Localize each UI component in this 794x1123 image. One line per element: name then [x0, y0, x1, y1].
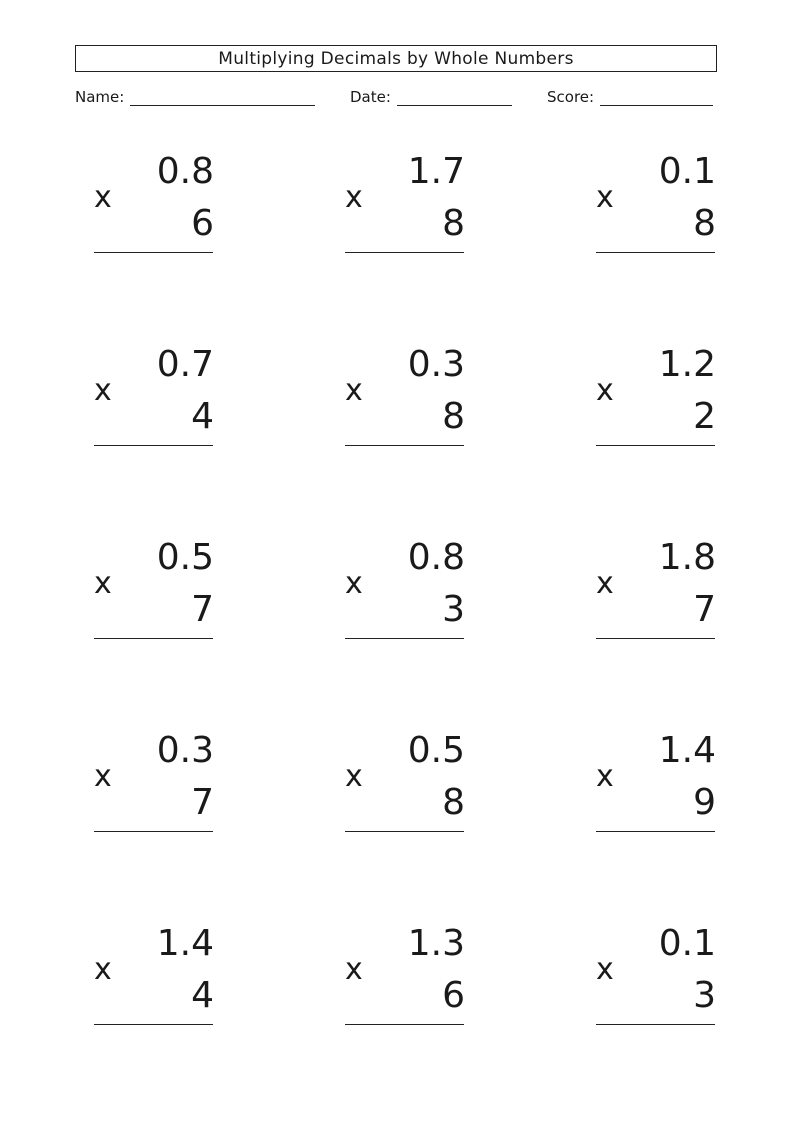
- multiply-operator: x: [345, 759, 363, 794]
- problem-15: [596, 924, 716, 1024]
- multiplicand: 0.8: [407, 537, 465, 578]
- problem-11: [345, 731, 465, 831]
- multiplicand: 1.4: [156, 923, 214, 964]
- multiplier: 8: [442, 203, 465, 244]
- multiplier: 4: [191, 975, 214, 1016]
- multiplier: 6: [442, 975, 465, 1016]
- multiply-operator: x: [596, 566, 614, 601]
- problem-4: [94, 345, 214, 445]
- problem-1: [94, 152, 214, 252]
- answer-line[interactable]: [345, 1024, 464, 1025]
- answer-line[interactable]: [596, 638, 715, 639]
- multiply-operator: x: [596, 180, 614, 215]
- multiplicand: 1.2: [658, 344, 716, 385]
- multiply-operator: x: [345, 180, 363, 215]
- problem-3: [596, 152, 716, 252]
- answer-line[interactable]: [596, 1024, 715, 1025]
- answer-line[interactable]: [94, 1024, 213, 1025]
- multiplier: 6: [191, 203, 214, 244]
- multiplicand: 0.5: [407, 730, 465, 771]
- multiply-operator: x: [94, 180, 112, 215]
- problem-14: [345, 924, 465, 1024]
- multiplier: 7: [191, 589, 214, 630]
- multiplicand: 0.7: [156, 344, 214, 385]
- multiplier: 8: [442, 396, 465, 437]
- answer-line[interactable]: [596, 252, 715, 253]
- answer-line[interactable]: [94, 252, 213, 253]
- answer-line[interactable]: [94, 445, 213, 446]
- answer-line[interactable]: [345, 252, 464, 253]
- multiply-operator: x: [94, 952, 112, 987]
- date-label: Date:: [350, 88, 391, 106]
- multiplicand: 1.4: [658, 730, 716, 771]
- multiplier: 7: [191, 782, 214, 823]
- multiply-operator: x: [345, 373, 363, 408]
- multiplicand: 0.5: [156, 537, 214, 578]
- multiply-operator: x: [345, 566, 363, 601]
- multiplicand: 1.8: [658, 537, 716, 578]
- multiply-operator: x: [596, 952, 614, 987]
- answer-line[interactable]: [596, 831, 715, 832]
- multiplicand: 1.7: [407, 151, 465, 192]
- multiply-operator: x: [596, 759, 614, 794]
- score-label: Score:: [547, 88, 595, 106]
- multiply-operator: x: [94, 566, 112, 601]
- multiply-operator: x: [94, 759, 112, 794]
- answer-line[interactable]: [345, 831, 464, 832]
- problem-6: [596, 345, 716, 445]
- multiplier: 3: [693, 975, 716, 1016]
- multiplier: 2: [693, 396, 716, 437]
- multiplier: 8: [442, 782, 465, 823]
- problem-8: [345, 538, 465, 638]
- multiply-operator: x: [345, 952, 363, 987]
- worksheet-title: Multiplying Decimals by Whole Numbers: [75, 45, 717, 72]
- problem-9: [596, 538, 716, 638]
- multiplier: 3: [442, 589, 465, 630]
- multiplicand: 0.3: [407, 344, 465, 385]
- problem-10: [94, 731, 214, 831]
- name-label: Name:: [75, 88, 125, 106]
- problem-7: [94, 538, 214, 638]
- problem-2: [345, 152, 465, 252]
- answer-line[interactable]: [345, 638, 464, 639]
- multiplier: 9: [693, 782, 716, 823]
- answer-line[interactable]: [596, 445, 715, 446]
- answer-line[interactable]: [94, 638, 213, 639]
- multiplicand: 1.3: [407, 923, 465, 964]
- problem-13: [94, 924, 214, 1024]
- multiplicand: 0.1: [658, 151, 716, 192]
- multiplier: 4: [191, 396, 214, 437]
- multiply-operator: x: [94, 373, 112, 408]
- multiply-operator: x: [596, 373, 614, 408]
- multiplicand: 0.3: [156, 730, 214, 771]
- problem-12: [596, 731, 716, 831]
- answer-line[interactable]: [345, 445, 464, 446]
- multiplicand: 0.8: [156, 151, 214, 192]
- multiplicand: 0.1: [658, 923, 716, 964]
- answer-line[interactable]: [94, 831, 213, 832]
- multiplier: 8: [693, 203, 716, 244]
- multiplier: 7: [693, 589, 716, 630]
- problem-5: [345, 345, 465, 445]
